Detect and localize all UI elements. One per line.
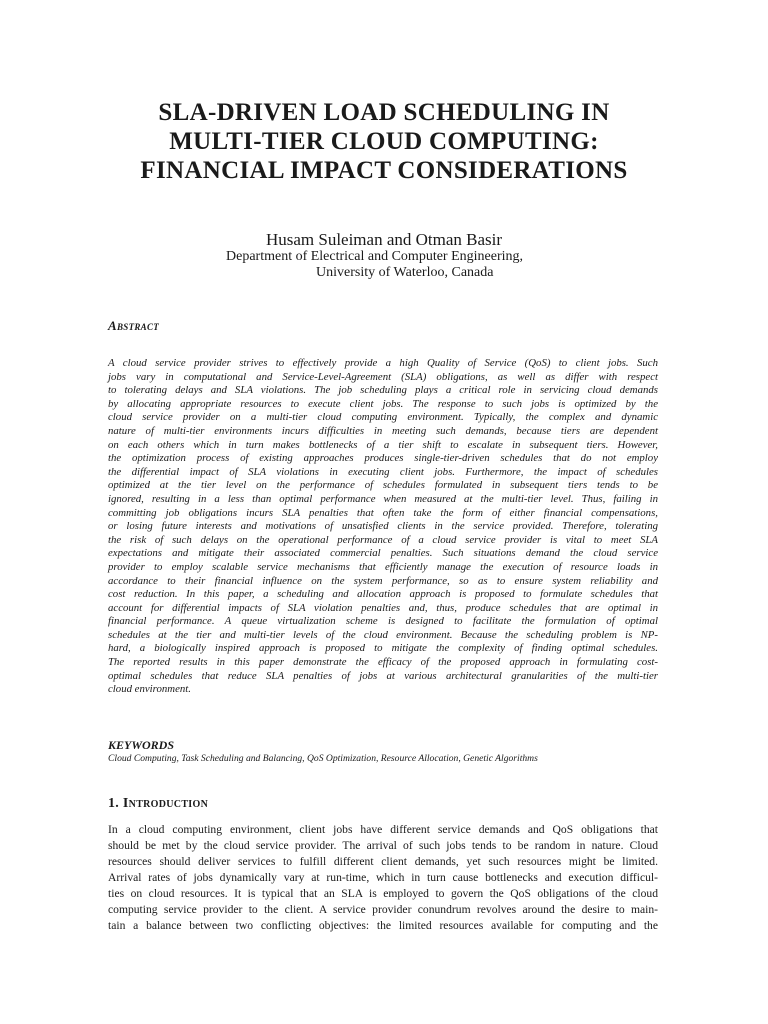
abstract-line: accordance to their financial influence on the system performance, so as to ensure system reliability and <box>108 574 658 587</box>
abstract-line: ignored, resulting in a less than optimal performance when measured at the multi-tier level. Thus, failing in <box>108 492 658 505</box>
keywords-text: Cloud Computing, Task Scheduling and Balancing, QoS Optimization, Resource Allocation, Genetic Algorithms <box>108 753 538 764</box>
abstract-line: hard, a biologically inspired approach is proposed to mitigate the complexity of finding optimal schedules. <box>108 642 658 655</box>
affiliation-university: University of Waterloo, Canada <box>316 265 494 280</box>
abstract-line: nature of multi-tier environments incurs difficulties in meeting such demands, because tiers are dependent <box>108 424 658 437</box>
authors: Husam Suleiman and Otman Basir <box>265 230 503 249</box>
abstract-line: cloud environment. <box>108 683 191 696</box>
title-line-2: MULTI-TIER CLOUD COMPUTING: <box>169 128 599 155</box>
abstract-line: provider to employ scalable service mechanisms that efficiently manage the execution of resource loads in <box>108 560 658 573</box>
abstract-line: account for differential impacts of SLA violation penalties and, thus, produce schedules that are optimal in <box>108 601 658 614</box>
introduction-text <box>108 822 658 934</box>
abstract-line: committing job obligations incurs SLA penalties that often take the form of either financial compensations, <box>108 506 658 519</box>
affiliation-department: Department of Electrical and Computer Engineering, <box>226 249 524 264</box>
abstract-line: jobs vary in computational and Service-Level-Agreement (SLA) obligations, as well as differ with respect <box>108 370 658 383</box>
abstract-line: cost reduction. In this paper, a scheduling and allocation approach is proposed to formulate schedules that <box>108 588 658 601</box>
abstract-line: or losing future interests and motivations of unsatisfied clients in the service provided. Therefore, tolerating <box>108 520 658 533</box>
title-line-1: SLA-DRIVEN LOAD SCHEDULING IN <box>158 99 610 126</box>
abstract-line: The reported results in this paper demonstrate the efficacy of the proposed approach in formulating cost- <box>108 656 658 669</box>
abstract-line: on each others which in turn makes bottlenecks of a tier shift to escalate in subsequent tiers. However, <box>108 438 658 451</box>
abstract-line: by allocating appropriate resources to execute client jobs. The response to such jobs is optimized by the <box>108 397 658 410</box>
abstract-line: financial performance. A queue virtualization scheme is designed to facilitate the formulation of optimal <box>108 615 658 628</box>
title-line-3: FINANCIAL IMPACT CONSIDERATIONS <box>140 157 628 184</box>
section-number: 1. <box>108 796 120 811</box>
abstract-line: schedules at the tier and multi-tier levels of the cloud environment. Because the scheduling problem is NP- <box>108 628 658 641</box>
introduction-line: In a cloud computing environment, client jobs have different service demands and QoS obligations that <box>108 823 658 836</box>
introduction-line: should be met by the cloud service provider. The arrival of such jobs tends to be random in nature. Cloud <box>108 839 658 852</box>
abstract-heading: Abstract <box>108 318 160 333</box>
introduction-line: tain a balance between two conflicting objectives: the limited resources available for computing and the <box>108 919 658 932</box>
paper-title <box>60 98 708 185</box>
abstract-line: A cloud service provider strives to effectively provide a high Quality of Service (QoS) to client jobs. Such <box>108 357 658 369</box>
abstract-line: expectations and mitigate their associated commercial penalties. Such situations demand the cloud service <box>108 547 658 560</box>
keywords-heading: KEYWORDS <box>108 738 175 752</box>
section-title: Introduction <box>122 796 209 811</box>
introduction-heading <box>108 796 208 812</box>
abstract-line: the optimization process of existing approaches produces single-tier-driven schedules that do not employ <box>108 452 658 465</box>
introduction-line: computing service provider to the client. A service provider conundrum revolves around the desire to main- <box>108 903 658 916</box>
introduction-line: ties on cloud resources. It is typical that an SLA is employed to govern the QoS obligations of the cloud <box>108 887 658 900</box>
abstract-line: cloud service provider on a multi-tier cloud computing environment. Typically, the complex and dynamic <box>108 411 658 424</box>
abstract-line: the risk of such delays on the operational performance of a cloud service provider is vital to meet SLA <box>108 533 658 546</box>
abstract-line: optimal schedules that reduce SLA penalties of jobs at various architectural granularities of the multi-tier <box>108 669 658 682</box>
introduction-line: resources should deliver services to fulfill different client demands, yet such resources might be limited. <box>108 855 658 868</box>
abstract-line: optimized at the tier level on the performance of schedules formulated in subsequent tiers tends to be <box>108 479 658 492</box>
introduction-line: Arrival rates of jobs dynamically vary at run-time, which in turn cause bottlenecks and execution difficul- <box>108 871 658 884</box>
abstract-text <box>108 357 658 697</box>
abstract-line: to tolerating delays and SLA violations. The job scheduling plays a critical role in servicing cloud demands <box>108 384 658 397</box>
abstract-line: the differential impact of SLA violations in executing client jobs. Furthermore, the impact of schedules <box>108 465 658 478</box>
